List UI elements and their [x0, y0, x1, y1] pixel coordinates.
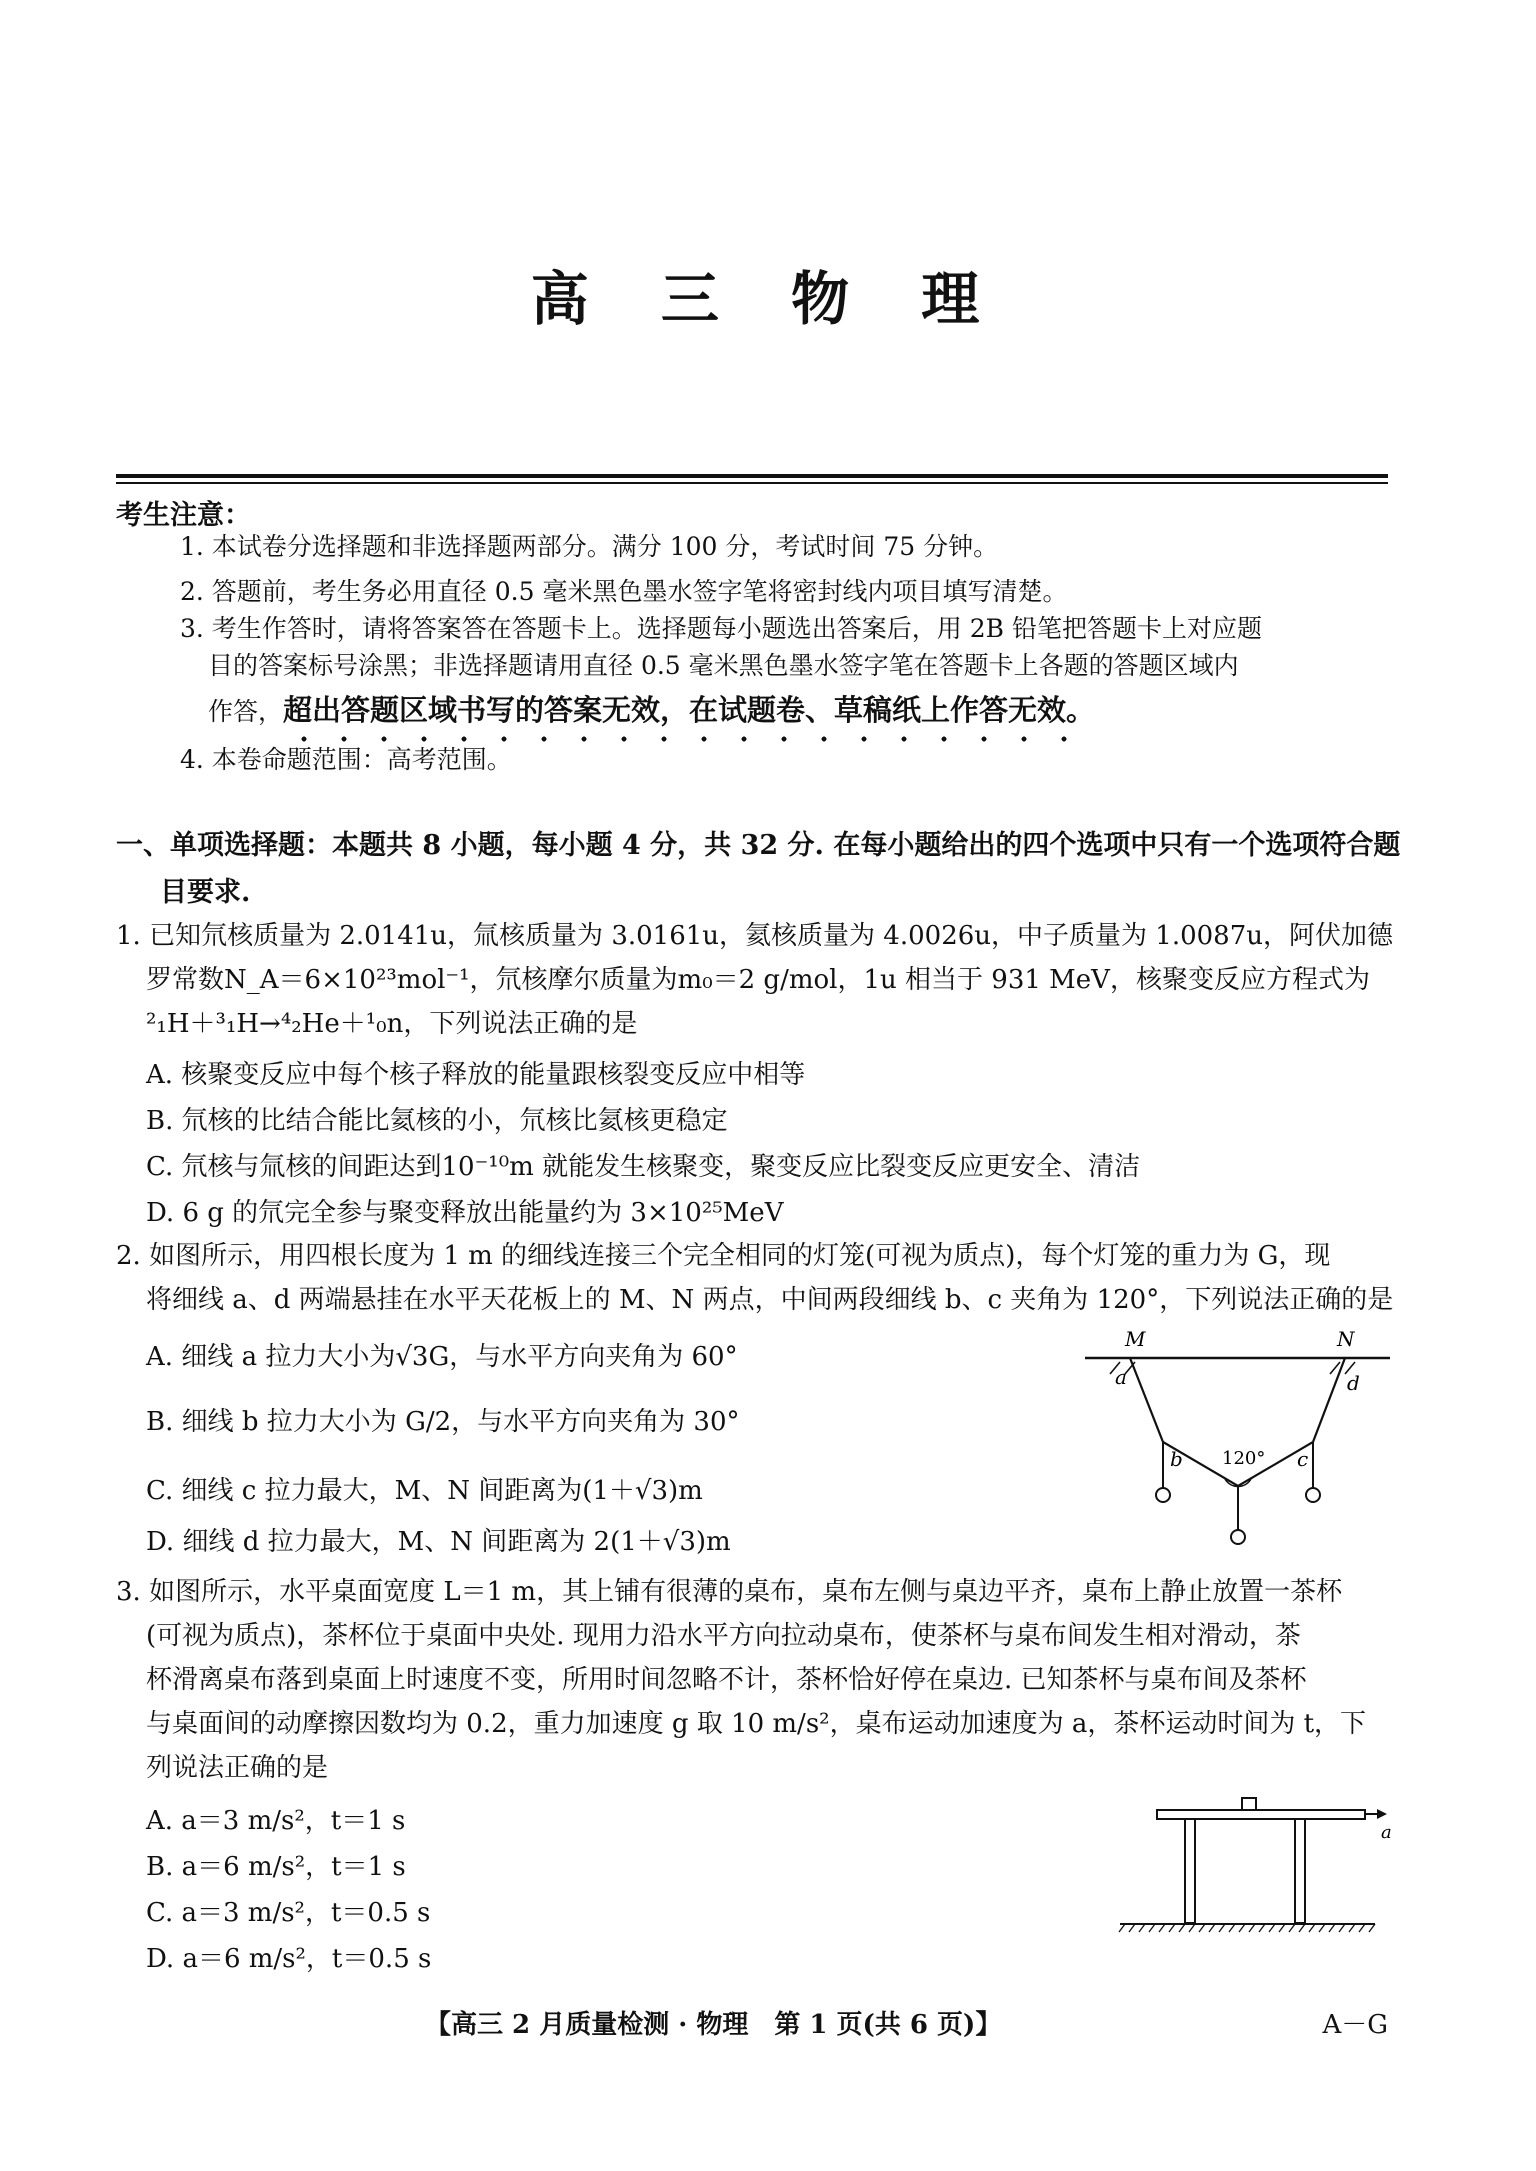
notice-emphasis: 超出答题区域书写的答案无效，在试题卷、草稿纸上作答无效。 — [283, 693, 1096, 727]
label-n: N — [1337, 1327, 1355, 1351]
notice-heading: 考生注意： — [116, 500, 251, 531]
label-m: M — [1125, 1327, 1146, 1351]
lantern-figure — [1075, 1318, 1405, 1558]
q1-line-2: 罗常数N_A＝6×10²³mol⁻¹，氘核摩尔质量为m₀＝2 g/mol，1u 相当于 931 MeV，核聚变反应方程式为 — [146, 965, 1370, 995]
q3-option-c: C. a＝3 m/s²，t＝0.5 s — [146, 1898, 431, 1928]
q1-option-b: B. 氘核的比结合能比氦核的小，氘核比氦核更稳定 — [146, 1106, 728, 1136]
arrow-head — [1377, 1809, 1387, 1819]
divider-thin — [116, 482, 1388, 484]
q3-line-5: 列说法正确的是 — [146, 1753, 329, 1783]
q3-option-a: A. a＝3 m/s²，t＝1 s — [146, 1806, 406, 1836]
q3-option-d: D. a＝6 m/s²，t＝0.5 s — [146, 1944, 432, 1974]
q1-line-1: 1. 已知氘核质量为 2.0141u，氚核质量为 3.0161u，氦核质量为 4.0026u，中子质量为 1.0087u，阿伏加德 — [116, 921, 1394, 951]
q2-line-1: 2. 如图所示，用四根长度为 1 m 的细线连接三个完全相同的灯笼(可视为质点)，每个灯笼的重力为 G，现 — [116, 1241, 1331, 1271]
notice-item-3-cont: 目的答案标号涂黑；非选择题请用直径 0.5 毫米黑色墨水签字笔在答题卡上各题的答题区域内 — [208, 651, 1239, 680]
right-lantern — [1306, 1488, 1320, 1502]
q3-option-b: B. a＝6 m/s²，t＝1 s — [146, 1852, 406, 1882]
q1-line-3: ²₁H＋³₁H→⁴₂He＋¹₀n，下列说法正确的是 — [146, 1009, 638, 1039]
section-heading: 一、单项选择题：本题共 8 小题，每小题 4 分，共 32 分. 在每小题给出的四个选项中只有一个选项符合题 — [116, 830, 1401, 861]
q2-option-d: D. 细线 d 拉力最大，M、N 间距离为 2(1＋√3)m — [146, 1527, 731, 1557]
notice-item-1: 1. 本试卷分选择题和非选择题两部分。满分 100 分，考试时间 75 分钟。 — [180, 532, 999, 561]
q1-option-c: C. 氘核与氚核的间距达到10⁻¹⁰m 就能发生核聚变，聚变反应比裂变反应更安全、清洁 — [146, 1152, 1141, 1182]
left-leg — [1185, 1819, 1195, 1923]
q3-line-3: 杯滑离桌布落到桌面上时速度不变，所用时间忽略不计，茶杯恰好停在桌边. 已知茶杯与桌布间及茶杯 — [146, 1665, 1307, 1695]
q2-option-b: B. 细线 b 拉力大小为 G/2，与水平方向夹角为 30° — [146, 1407, 740, 1437]
notice-item-3: 3. 考生作答时，请将答案答在答题卡上。选择题每小题选出答案后，用 2B 铅笔把答题卡上对应题 — [180, 614, 1262, 643]
q2-line-2: 将细线 a、d 两端悬挂在水平天花板上的 M、N 两点，中间两段细线 b、c 夹角为 120°，下列说法正确的是 — [146, 1285, 1394, 1315]
arrow-label: a — [1381, 1822, 1392, 1843]
cup — [1242, 1798, 1256, 1810]
emphasis-dots — [284, 736, 1094, 742]
q1-option-d: D. 6 g 的氘完全参与聚变释放出能量约为 3×10²⁵MeV — [146, 1198, 784, 1228]
section-heading-cont: 目要求. — [160, 877, 251, 908]
label-angle: 120° — [1222, 1448, 1266, 1469]
label-d: d — [1347, 1371, 1360, 1395]
middle-lantern — [1231, 1530, 1245, 1544]
page-title: 高 三 物 理 — [530, 265, 1006, 333]
label-c: c — [1297, 1447, 1309, 1471]
ground-hatch — [1119, 1924, 1375, 1932]
notice-text: 作答， — [208, 697, 284, 726]
q3-line-4: 与桌面间的动摩擦因数均为 0.2，重力加速度 g 取 10 m/s²，桌布运动加速度为 a，茶杯运动时间为 t，下 — [146, 1709, 1367, 1739]
q2-option-a: A. 细线 a 拉力大小为√3G，与水平方向夹角为 60° — [146, 1342, 738, 1372]
page-footer: 【高三 2 月质量检测 · 物理 第 1 页(共 6 页)】 — [425, 2010, 1002, 2040]
q3-line-1: 3. 如图所示，水平桌面宽度 L＝1 m，其上铺有很薄的桌布，桌布左侧与桌边平齐，桌布上静止放置一茶杯 — [116, 1577, 1343, 1607]
notice-item-2: 2. 答题前，考生务必用直径 0.5 毫米黑色墨水签字笔将密封线内项目填写清楚。 — [180, 577, 1068, 606]
q2-option-c: C. 细线 c 拉力最大，M、N 间距离为(1＋√3)m — [146, 1476, 703, 1506]
notice-item-4: 4. 本卷命题范围：高考范围。 — [180, 745, 512, 774]
q3-line-2: (可视为质点)，茶杯位于桌面中央处. 现用力沿水平方向拉动桌布，使茶杯与桌布间发生相对滑动，茶 — [146, 1621, 1301, 1651]
tablecloth — [1157, 1810, 1365, 1819]
label-a: a — [1115, 1365, 1127, 1389]
paper-code: A－G — [1322, 2010, 1388, 2040]
notice-item-3-end — [208, 694, 1095, 728]
q1-option-a: A. 核聚变反应中每个核子释放的能量跟核裂变反应中相等 — [146, 1060, 806, 1090]
divider-thick — [116, 474, 1388, 478]
label-b: b — [1170, 1447, 1183, 1471]
table-figure — [1115, 1790, 1395, 1950]
right-leg — [1295, 1819, 1305, 1923]
left-lantern — [1156, 1488, 1170, 1502]
